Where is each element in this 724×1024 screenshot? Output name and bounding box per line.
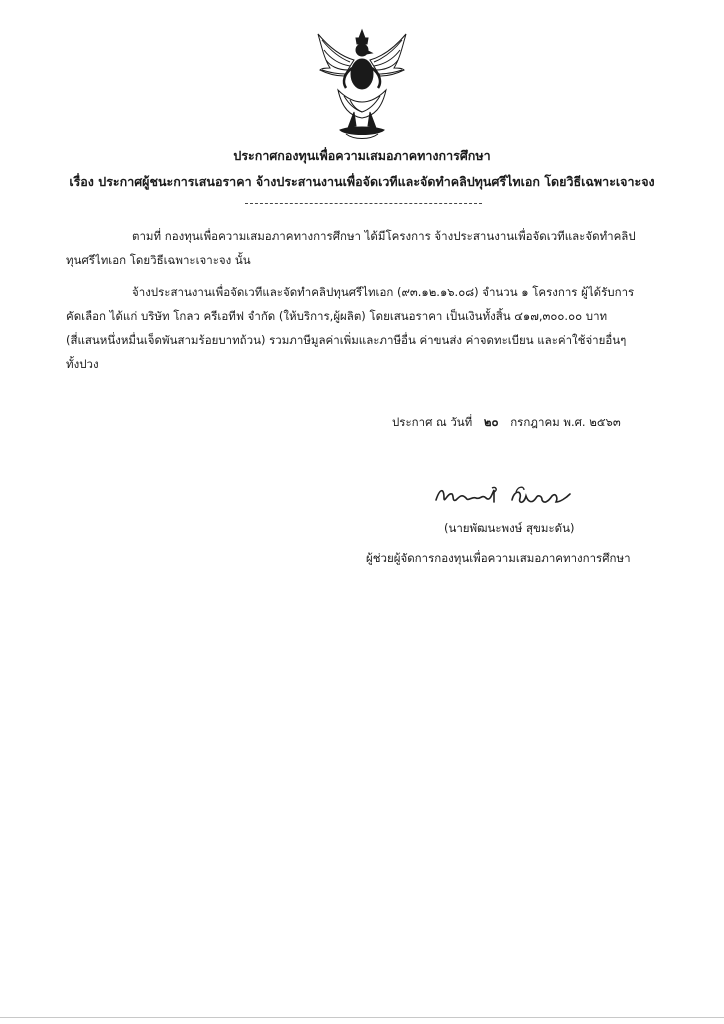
date-month-year: กรกฎาคม พ.ศ. ๒๕๖๓ [510,415,621,429]
garuda-emblem [310,28,414,140]
paragraph-1-line-1: ตามที่ กองทุนเพื่อความเสมอภาคทางการศึกษา ได้มีโครงการ จ้างประสานงานเพื่อจัดเวทีและจัดทำคลิป [132,229,636,243]
paragraph-2-line-4: ทั้งปวง [66,357,99,371]
announcement-date [392,414,621,432]
handwritten-signature [432,478,582,512]
paragraph-2-line-1: จ้างประสานงานเพื่อจัดเวทีและจัดทำคลิปทุนศรีไทเอก (๙๓.๑๒.๑๖.๐๘) จำนวน ๑ โครงการ ผู้ได้รับการ [132,285,635,299]
date-day: ๒๐ [483,415,499,429]
date-prefix: ประกาศ ณ วันที่ [392,415,473,429]
paragraph-2-line-3: (สี่แสนหนึ่งหมื่นเจ็ดพันสามร้อยบาทถ้วน) รวมภาษีมูลค่าเพิ่มและภาษีอื่น ค่าขนส่ง ค่าจดทะเบียน และค่าใช้จ่ายอื่นๆ [66,333,627,347]
signatory-name: (นายพัฒนะพงษ์ สุขมะดัน) [444,521,575,535]
announcement-subject: เรื่อง ประกาศผู้ชนะการเสนอราคา จ้างประสานงานเพื่อจัดเวทีและจัดทำคลิปทุนศรีไทเอก โดยวิธีเฉพาะเจาะจง [69,174,655,189]
paragraph-2-line-2: คัดเลือก ได้แก่ บริษัท โกลว ครีเอทีฟ จำกัด (ให้บริการ,ผู้ผลิต) โดยเสนอราคา เป็นเงินทั้งสิ้น ๔๑๗,๓๐๐.๐๐ บาท [66,309,608,323]
paragraph-1-line-2: ทุนศรีไทเอก โดยวิธีเฉพาะเจาะจง นั้น [66,253,251,267]
page-bottom-edge [0,1017,724,1018]
announcement-title: ประกาศกองทุนเพื่อความเสมอภาคทางการศึกษา [233,148,491,163]
signatory-position: ผู้ช่วยผู้จัดการกองทุนเพื่อความเสมอภาคทางการศึกษา [366,551,631,565]
title-divider [245,203,482,204]
